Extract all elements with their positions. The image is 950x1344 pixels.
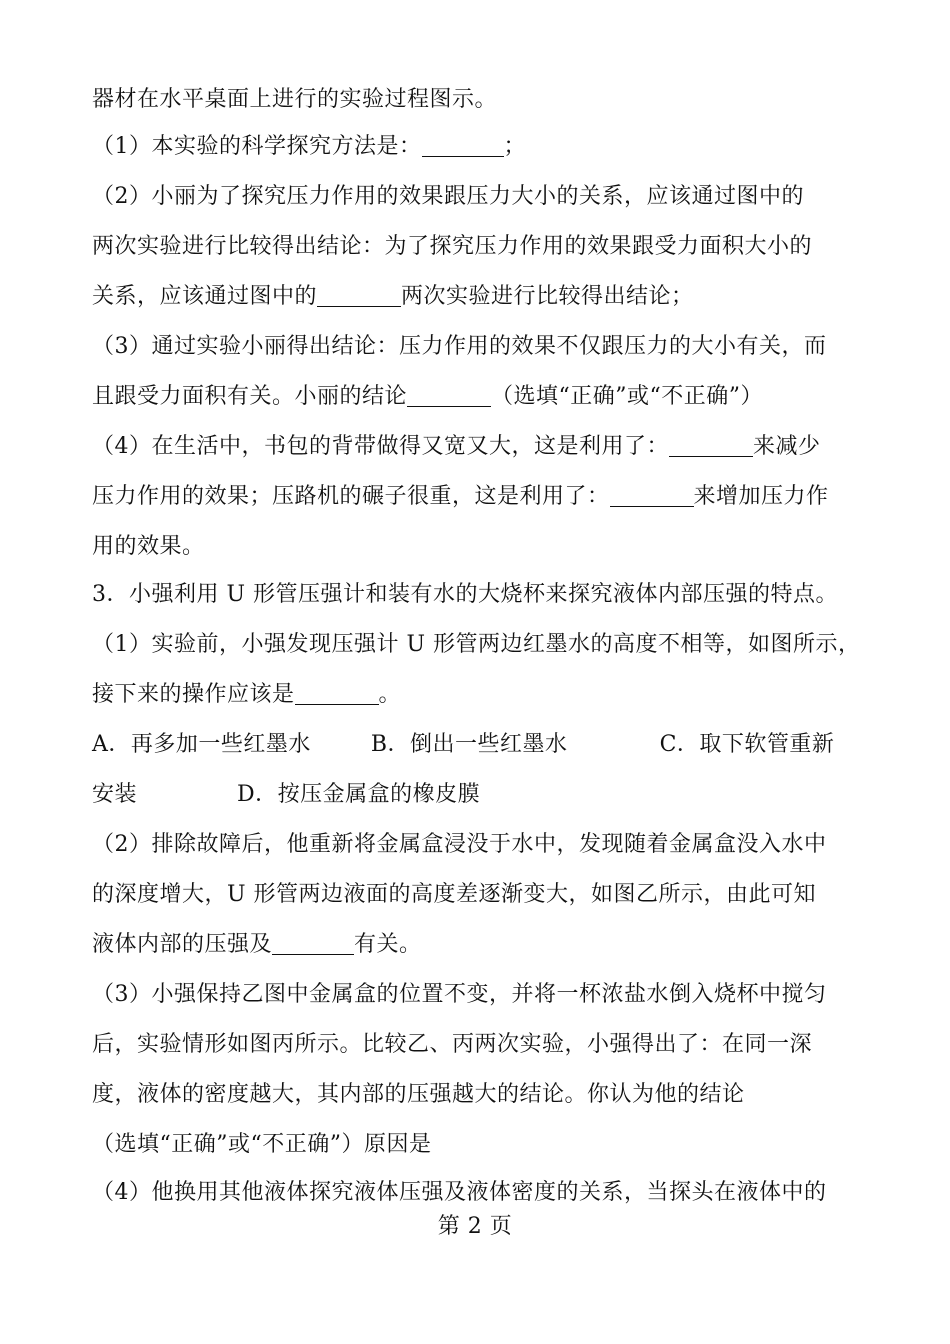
line-text: 后，实验情形如图丙所示。比较乙、丙两次实验，小强得出了：在同一深 (92, 1032, 813, 1057)
text-line (92, 382, 872, 412)
answer-blank[interactable] (272, 932, 354, 955)
line-text: （3）通过实验小丽得出结论：压力作用的效果不仅跟压力的大小有关，而 (92, 334, 827, 359)
question-1-4 (92, 432, 872, 462)
text-line (92, 482, 872, 512)
choice-b[interactable]: B．倒出一些红墨水 (370, 732, 568, 757)
line-text: （选填“正确”或“不正确”）原因是 (92, 1132, 432, 1157)
text-line (92, 282, 872, 312)
question-3-heading (92, 580, 872, 610)
text-line (92, 1030, 872, 1060)
text-line (92, 930, 872, 960)
text-line (92, 680, 872, 710)
line-text: 度，液体的密度越大，其内部的压强越大的结论。你认为他的结论 (92, 1082, 745, 1107)
choice-d[interactable]: D．按压金属盒的橡皮膜 (237, 782, 481, 807)
line-text: 两次实验进行比较得出结论：为了探究压力作用的效果跟受力面积大小的 (92, 234, 813, 259)
line-text: 液体内部的压强及 (92, 932, 273, 957)
answer-blank[interactable] (407, 384, 491, 407)
question-3-4 (92, 1178, 872, 1208)
line-text: （1）实验前，小强发现压强计 U 形管两边红墨水的高度不相等，如图所示， (92, 632, 861, 657)
question-1-2 (92, 182, 872, 212)
answer-blank[interactable] (669, 434, 753, 457)
line-text: ； (503, 134, 527, 159)
line-text: （1）本实验的科学探究方法是： (92, 134, 422, 159)
line-text: 接下来的操作应该是 (92, 682, 295, 707)
line-text: （4）他换用其他液体探究液体压强及液体密度的关系，当探头在液体中的 (92, 1180, 827, 1205)
choice-options (92, 780, 872, 810)
choice-a[interactable]: A．再多加一些红墨水 (92, 732, 311, 757)
line-text: 来减少 (753, 434, 821, 459)
text-line (92, 880, 872, 910)
text-line (92, 1130, 872, 1160)
text-line (92, 232, 872, 262)
line-text: 器材在水平桌面上进行的实验过程图示。 (92, 87, 498, 112)
question-3-3 (92, 980, 872, 1010)
question-3-2 (92, 830, 872, 860)
line-text: （选填“正确”或“不正确”） (491, 384, 764, 409)
choice-options (92, 730, 872, 760)
text-line (92, 1080, 872, 1110)
question-1-1 (92, 132, 872, 162)
line-text: （2）排除故障后，他重新将金属盒浸没于水中，发现随着金属盒没入水中 (92, 832, 827, 857)
line-text: 压力作用的效果；压路机的碾子很重，这是利用了： (92, 484, 610, 509)
line-text: （2）小丽为了探究压力作用的效果跟压力大小的关系，应该通过图中的 (92, 184, 804, 209)
question-3-1 (92, 630, 872, 660)
text-line (92, 532, 872, 562)
line-text: 且跟受力面积有关。小丽的结论 (92, 384, 408, 409)
line-text: 有关。 (354, 932, 422, 957)
answer-blank[interactable] (422, 134, 504, 157)
line-text: 的深度增大，U 形管两边液面的高度差逐渐变大，如图乙所示，由此可知 (92, 882, 817, 907)
line-text: 用的效果。 (92, 534, 205, 559)
answer-blank[interactable] (295, 682, 379, 705)
text-line (92, 85, 872, 115)
line-text: 来增加压力作 (693, 484, 829, 509)
line-text: 。 (378, 682, 402, 707)
line-text: （4）在生活中，书包的背带做得又宽又大，这是利用了： (92, 434, 669, 459)
line-text: 两次实验进行比较得出结论； (401, 284, 694, 309)
line-text: 关系，应该通过图中的 (92, 284, 318, 309)
choice-c[interactable]: C．取下软管重新 (659, 732, 835, 757)
line-text: 3．小强利用 U 形管压强计和装有水的大烧杯来探究液体内部压强的特点。 (92, 582, 839, 607)
answer-blank[interactable] (610, 484, 694, 507)
answer-blank[interactable] (317, 284, 401, 307)
page-number: 第 2 页 (437, 1214, 513, 1239)
choice-c-cont: 安装 (92, 782, 138, 807)
question-1-3 (92, 332, 872, 362)
line-text: （3）小强保持乙图中金属盒的位置不变，并将一杯浓盐水倒入烧杯中搅匀 (92, 982, 827, 1007)
